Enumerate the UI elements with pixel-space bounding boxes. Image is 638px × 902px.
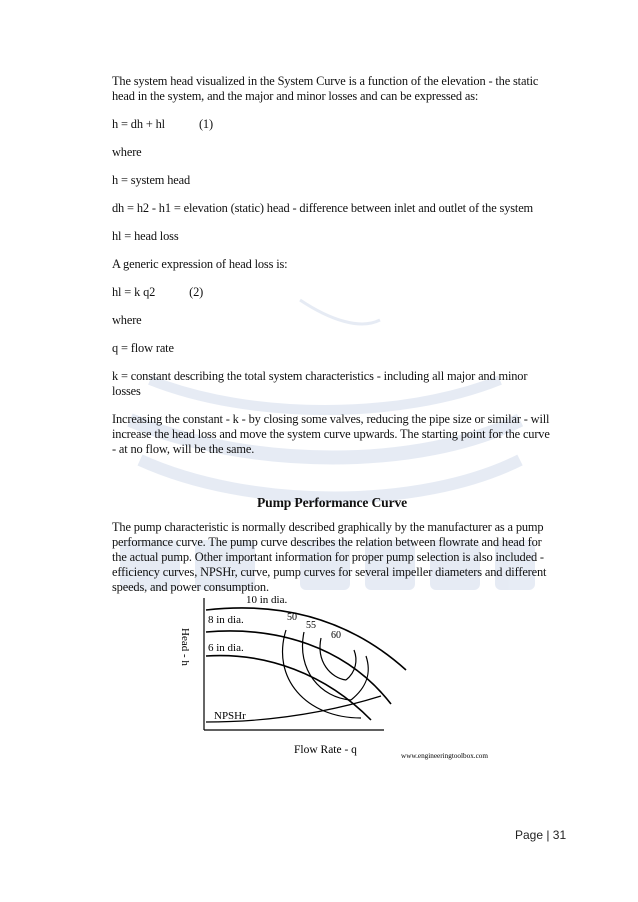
intro-paragraph: The system head visualized in the System Curve is a function of the elevation - the static head in the system, and the major and minor losses and can be expressed as:	[112, 74, 539, 103]
definition-dh: dh = h2 - h1 = elevation (static) head - difference between inlet and outlet of the system	[112, 201, 534, 215]
equation-2-text: hl = k q2	[112, 285, 156, 299]
y-axis-label: Head - h	[179, 628, 191, 666]
where-label-1: where	[112, 145, 142, 159]
efficiency-arc-55	[302, 632, 351, 700]
equation-1-number: (1)	[198, 117, 213, 131]
definition-k: k = constant describing the total system characteristics - including all major and minor losses	[112, 369, 528, 398]
efficiency-arc-60	[320, 638, 346, 680]
x-axis-label: Flow Rate - q	[294, 744, 357, 756]
label-8in: 8 in dia.	[208, 614, 244, 626]
equation-1-text: h = dh + hl	[112, 117, 165, 131]
section-body: The pump characteristic is normally described graphically by the manufacturer as a pump performance curve. The pump curve describes the relation between flowrate and head for the actual pump. Other important information for proper pump selection is also included - efficiency curves, NPSHr, curve, pump curves for several impeller diameters and different speeds, and power consumption.	[112, 520, 547, 594]
label-eff-50: 50	[287, 612, 297, 623]
definition-h: h = system head	[112, 173, 191, 187]
equation-2	[112, 285, 552, 300]
label-npsh: NPSHr	[214, 710, 246, 722]
page-number: Page | 31	[515, 828, 567, 842]
section-heading: Pump Performance Curve	[257, 495, 407, 510]
efficiency-arc-60b	[346, 650, 356, 680]
document-body	[112, 74, 552, 608]
label-6in: 6 in dia.	[208, 642, 244, 654]
generic-expression: A generic expression of head loss is:	[112, 257, 288, 271]
definition-hl: hl = head loss	[112, 229, 179, 243]
equation-1	[112, 117, 552, 132]
where-label-2: where	[112, 313, 142, 327]
figure-credit: www.engineeringtoolbox.com	[401, 752, 488, 760]
definition-q: q = flow rate	[112, 341, 174, 355]
pump-curve-figure	[176, 588, 506, 768]
label-eff-60: 60	[331, 630, 341, 641]
label-10in: 10 in dia.	[246, 594, 288, 606]
label-eff-55: 55	[306, 620, 316, 631]
increasing-paragraph: Increasing the constant - k - by closing some valves, reducing the pipe size or similar - will increase the head loss and move the system curve upwards. The starting point for the curve - at no flow, will be the same.	[112, 412, 550, 456]
equation-2-number: (2)	[189, 285, 204, 299]
